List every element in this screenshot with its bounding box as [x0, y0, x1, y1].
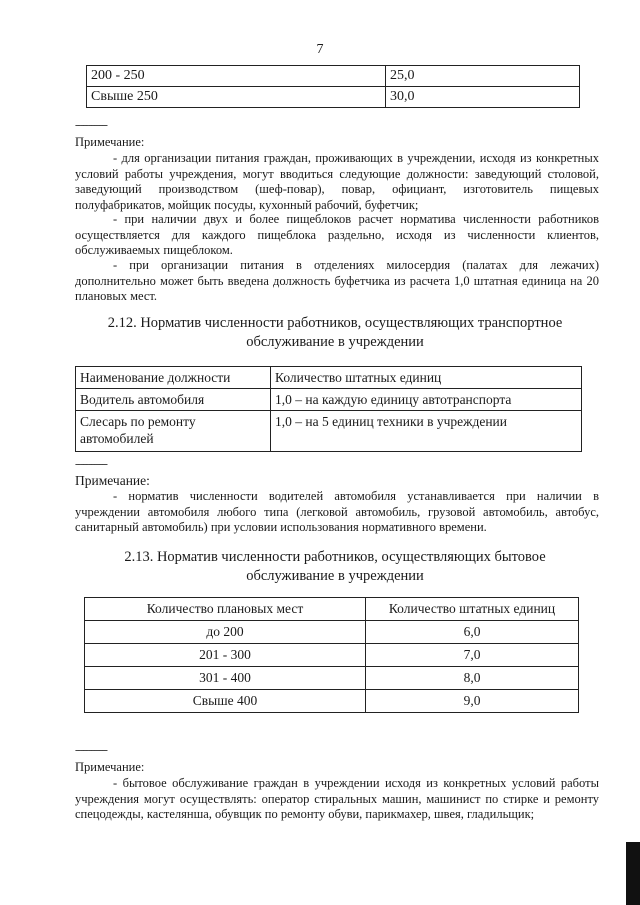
footnote-separator: ------------: [75, 744, 107, 756]
units-cell: 6,0: [366, 621, 579, 644]
note-item: - при наличии двух и более пищеблоков расчет норматива численности работников осуществляется для каждого пищеблока раздельно, исходя из численности клиентов, обслуживаемых пищеблоком.: [75, 212, 599, 257]
column-header: Количество штатных единиц: [271, 367, 582, 389]
table-row: [85, 621, 579, 644]
page-number: 7: [316, 42, 324, 57]
note-item: - для организации питания граждан, проживающих в учреждении, исходя из конкретных условий работы учреждения, могут вводиться следующие должности: заведующий столовой, заведующий производством (шеф-повар), повар, официант, изготовитель пищевых полуфабрикатов, мойщик посуды, кухонный рабочий, буфетчик;: [75, 151, 599, 212]
places-cell: Свыше 400: [85, 690, 366, 713]
note-text: - норматив численности водителей автомобиля устанавливается при наличии в учреждении автомобиля любого типа (легковой автомобиль, грузовой автомобиль, автобус, санитарный автомобиль) при условии использования нормативного времени.: [75, 489, 599, 534]
section-heading-line: обслуживание в учреждении: [246, 568, 424, 584]
footnote-separator: ------------: [75, 458, 107, 470]
units-cell: 1,0 – на 5 единиц техники в учреждении: [271, 411, 582, 452]
transport-staff-table: [75, 366, 582, 452]
places-cell: до 200: [85, 621, 366, 644]
units-cell: 25,0: [386, 66, 580, 87]
places-cell: Свыше 250: [87, 87, 386, 108]
units-cell: 1,0 – на каждую единицу автотранспорта: [271, 389, 582, 411]
table-row: [87, 66, 580, 87]
table-header-row: [85, 598, 579, 621]
note-text: - бытовое обслуживание граждан в учреждении исходя из конкретных условий работы учреждения могут осуществлять: оператор стиральных машин, машинист по стирке и ремонту спецодежды, кастелянша, обувщик по ремонту обуви, парикмахер, швея, гладильщик;: [75, 776, 599, 821]
note-item: - при организации питания в отделениях милосердия (палатах для лежачих) дополнительно может быть введена должность буфетчика из расчета 1,0 штатная единица на 20 плановых мест.: [75, 258, 599, 303]
places-cell: 201 - 300: [85, 644, 366, 667]
position-cell: Слесарь по ремонту автомобилей: [76, 411, 271, 452]
table-row: [85, 644, 579, 667]
table-row: [76, 389, 582, 411]
units-cell: 30,0: [386, 87, 580, 108]
units-cell: 8,0: [366, 667, 579, 690]
table-row: [85, 667, 579, 690]
section-heading-line: 2.12. Норматив численности работников, осуществляющих транспортное: [107, 315, 563, 331]
footnote-separator: ------------: [75, 119, 107, 131]
table-row: [85, 690, 579, 713]
note-label: Примечание:: [75, 473, 150, 488]
section-heading-line: обслуживание в учреждении: [246, 334, 424, 350]
position-cell: Водитель автомобиля: [76, 389, 271, 411]
table-header-row: [76, 367, 582, 389]
places-cell: 200 - 250: [87, 66, 386, 87]
section-heading-line: 2.13. Норматив численности работников, осуществляющих бытовое: [124, 549, 546, 565]
column-header: Количество плановых мест: [85, 598, 366, 621]
units-cell: 7,0: [366, 644, 579, 667]
note-label: Примечание:: [75, 135, 145, 149]
units-cell: 9,0: [366, 690, 579, 713]
table-row: [87, 87, 580, 108]
note-label: Примечание:: [75, 760, 145, 774]
table-row: [76, 411, 582, 452]
column-header: Наименование должности: [76, 367, 271, 389]
places-cell: 301 - 400: [85, 667, 366, 690]
household-staff-table: [84, 597, 579, 713]
column-header: Количество штатных единиц: [366, 598, 579, 621]
meals-staff-table-continuation: [86, 65, 580, 108]
scan-edge-mark: [626, 842, 640, 905]
